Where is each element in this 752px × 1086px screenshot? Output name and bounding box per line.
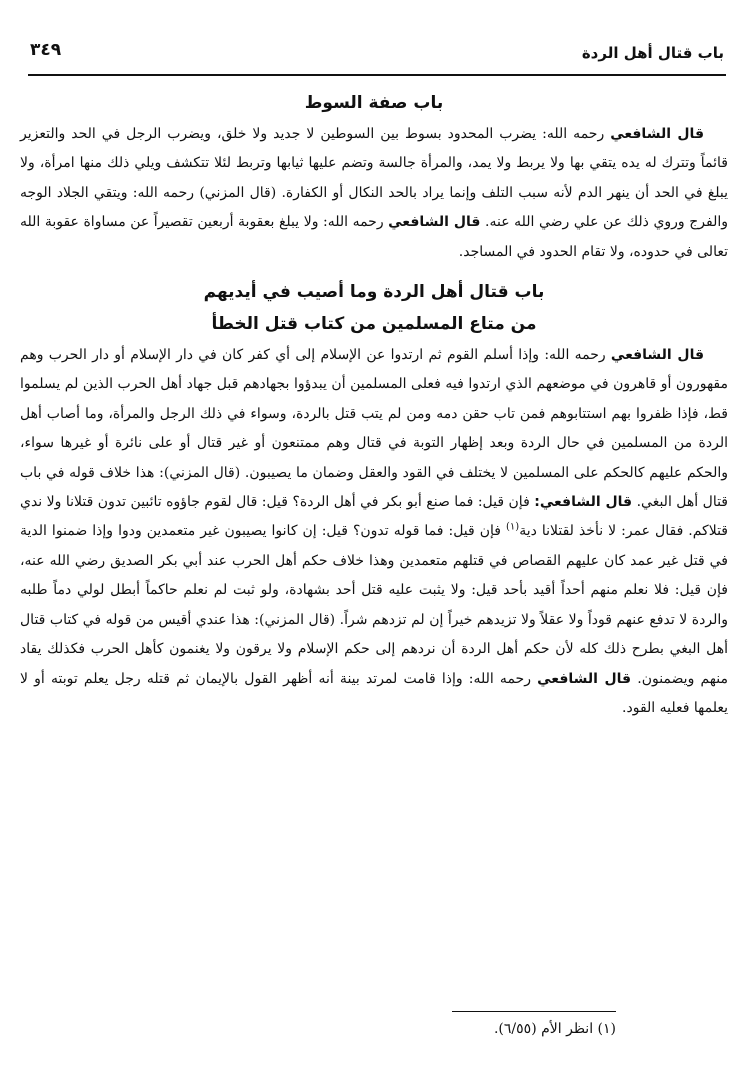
section-title-apostates-line1: باب قتال أهل الردة وما أصيب في أيديهم [203,282,545,303]
page-number: ٣٤٩ [30,40,62,60]
page-header [28,40,726,76]
section-title-apostates-line2: من متاع المسلمين من كتاب قتل الخطأ [211,314,537,335]
footnote: (١) انظر الأم (٦/٥٥). [493,1021,616,1037]
paragraph-apostates [20,341,728,723]
text-run: فإن قيل: فما صنع أبو بكر في أهل الردة؟ قيل: قال لقوم جاؤوه تائبين تدون قتلانا ولا ندي قتلاكم. فقال عمر: لا نأخذ لقتلانا دية [20,494,728,540]
speaker-label: قال الشافعي [537,670,632,687]
footnote-reference: (١) [506,521,520,533]
speaker-label: قال الشافعي [388,214,481,231]
text-run: رحمه الله: يضرب المحدود بسوط بين السوطين لا جديد ولا خلق، ويضرب الرجل في الحد والتعزير قائماً وتترك له يده يتقي بها ولا يربط ولا يمد، والمرأة جالسة وتضم عليها ثيابها وتربط لئلا تتكشف ويلي ذلك منها امرأة، ولا يبلغ في الحد أن ينهر الدم لأنه سبب التلف وإنما يراد بالحد النكال أو الكفارة. (قال المزني) رحمه الله: ويتقي الجلاد الوجه والفرج وروي ذلك عن علي رضي الله عنه. [20,126,728,231]
paragraph-whip [20,120,728,267]
speaker-label: قال الشافعي [610,126,704,142]
speaker-label: قال الشافعي [610,347,704,364]
running-head: باب قتال أهل الردة [581,44,724,62]
text-run: رحمه الله: وإذا قامت لمرتد بينة أنه أظهر القول بالإيمان ثم قتله رجل يعلم توبته أو لا يعلمها فعليه القود. [20,670,728,716]
text-run: فإن قيل: فما قوله تدون؟ قيل: إن كانوا يصيبون غير متعمدين ودوا وإذا ضمنوا الدية في قتل غير عمد كان عليهم القصاص في قتلهم متعمدين وهذا خلاف حكم أهل الحرب عند أبي بكر الصديق رضي الله عنه، فإن قيل: فلا نعلم منهم أحداً أقيد بأحد قيل: ولا يثبت عليه قتل أحد بشهادة، ولو ثبت لم نعلم حاكماً أبطل لولي دماً طلبه والردة لا تدفع عنهم قوداً ولا عقلاً ولا تزيدهم خيراً إن لم تزدهم شراً. (قال المزني): هذا عندي أقيس من قوله في كتاب قتال أهل البغي بطرح ذلك كله لأن حكم أهل الردة أن نردهم إلى حكم الإسلام ولا يرقون ولا يغنمون كأهل الحرب فكذلك يقاد منهم ويضمنون. [20,523,728,687]
text-run: رحمه الله: وإذا أسلم القوم ثم ارتدوا عن الإسلام إلى أي كفر كان في دار الإسلام أو دار الحرب وهم مقهورون أو قاهرون في موضعهم الذي ارتدوا فيه فعلى المسلمين أن يبدؤوا بجهادهم قبل جهاد أهل الحرب الذين لم يسلموا قط، فإذا ظفروا بهم استتابوهم فمن تاب حقن دمه ومن لم يتب قتل بالردة، وسواء في ذلك الرجل والمرأة، وما أصاب أهل الردة من المسلمين في حال الردة وبعد إظهار التوبة في قتال وهم ممتنعون أو غير قتال أو على نائرة أو غيرها سواء، والحكم عليهم كالحكم على المسلمين لا يختلف في القود والعقل وضمان ما يصيبون. (قال المزني): هذا خلاف قوله في باب قتال أهل البغي. [20,347,728,511]
text-run: رحمه الله: ولا يبلغ بعقوبة أربعين تقصيراً عن مساواة عقوبة الله تعالى في حدوده، ولا تقام الحدود في المساجد. [20,214,728,260]
section-title-whip: باب صفة السوط [304,93,444,113]
speaker-label: قال الشافعي: [534,494,633,511]
footnote-divider [452,1011,616,1012]
page-body [20,88,728,723]
